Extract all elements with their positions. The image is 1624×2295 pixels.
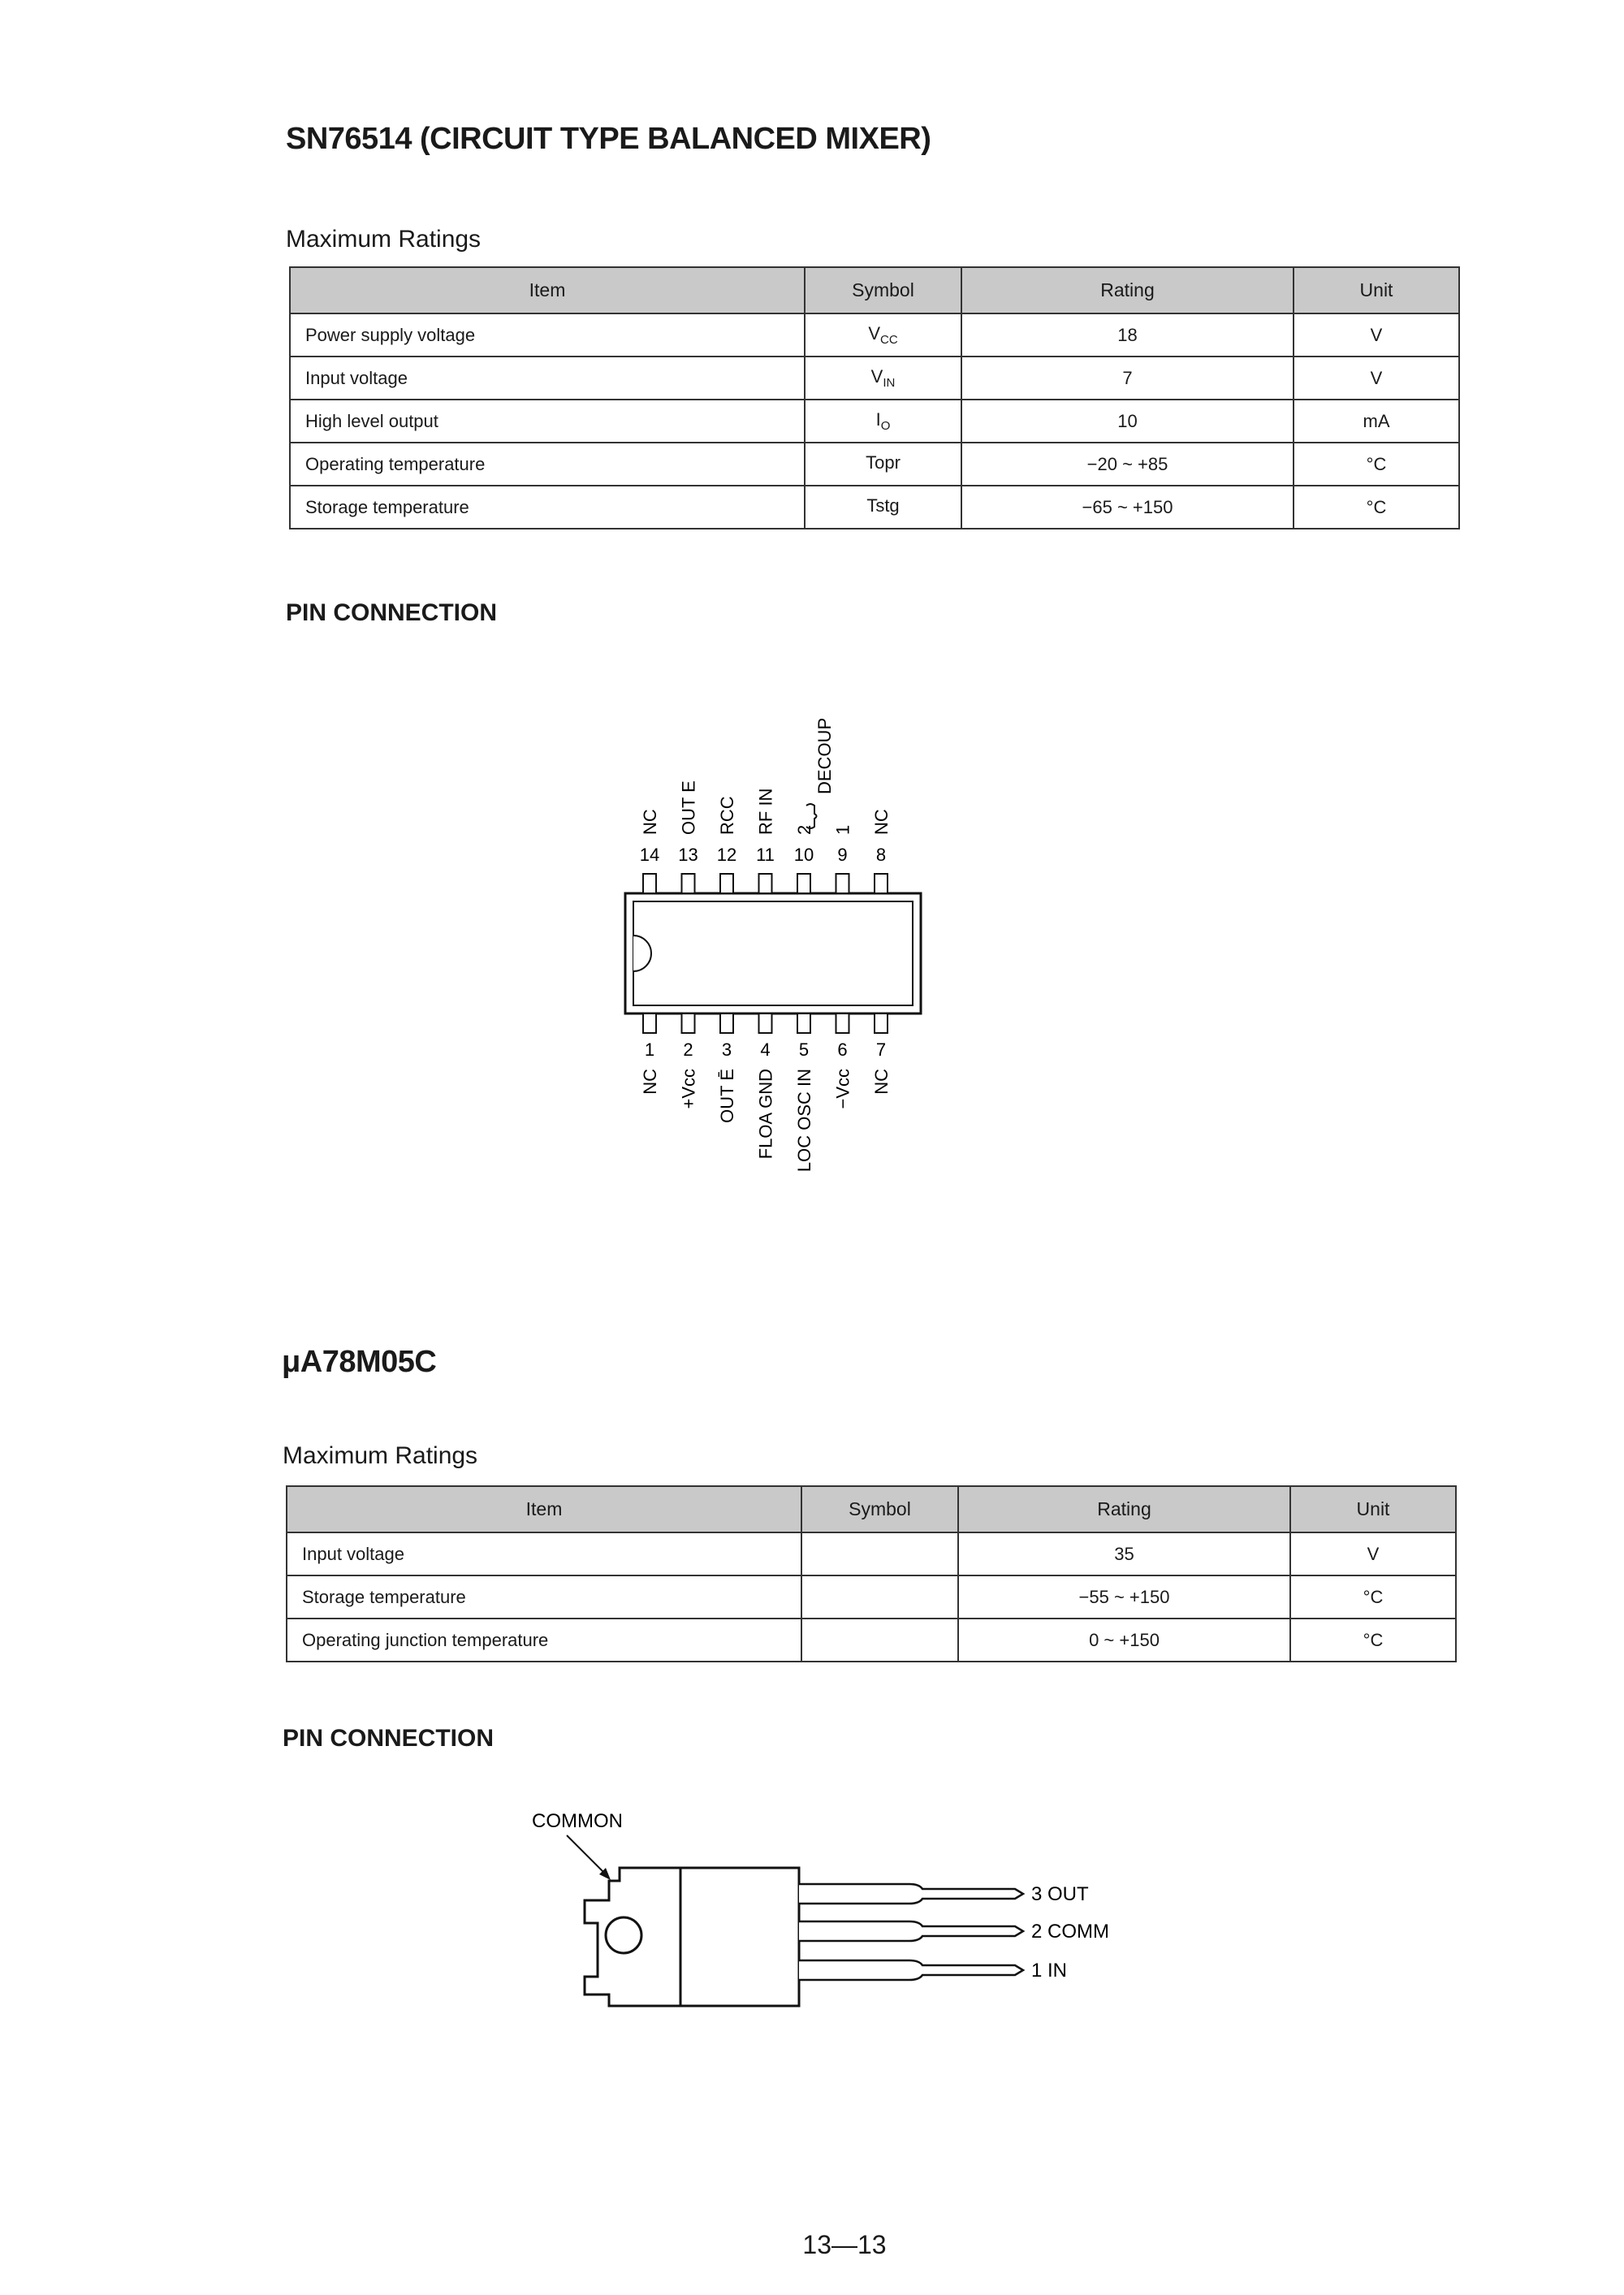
pin-1-label: 1 IN — [1031, 1960, 1068, 1982]
common-label: COMMON — [532, 1810, 623, 1832]
ic-body — [625, 893, 921, 1014]
lead-2 — [799, 1921, 1023, 1941]
item-cell: Input voltage — [290, 357, 805, 400]
symbol-cell — [801, 1532, 958, 1575]
pin-number: 6 — [837, 1039, 848, 1060]
pin-label: OUT E — [678, 780, 699, 835]
table-row — [290, 486, 1459, 529]
rating-cell: 0 ~ +150 — [958, 1619, 1290, 1662]
symbol-cell — [801, 1575, 958, 1619]
pin-number: 14 — [639, 845, 660, 865]
page-number: 13—13 — [802, 2230, 887, 2259]
pin-lead-bottom — [875, 1014, 888, 1033]
pin-lead-top — [682, 874, 695, 893]
rating-cell: 18 — [961, 313, 1294, 357]
item-cell: Storage temperature — [287, 1575, 801, 1619]
item-cell: Operating temperature — [290, 443, 805, 486]
item-cell: Operating junction temperature — [287, 1619, 801, 1662]
table-row — [290, 443, 1459, 486]
pin-2-label: 2 COMM — [1031, 1921, 1109, 1943]
pin-label: NC — [640, 1069, 660, 1095]
pin-lead-top — [643, 874, 656, 893]
pin-lead-top — [836, 874, 849, 893]
table-row — [290, 400, 1459, 443]
section1-ratings-heading: Maximum Ratings — [286, 226, 482, 253]
pin-number: 11 — [756, 845, 775, 865]
symbol-cell — [805, 400, 961, 443]
pin-label: RCC — [717, 796, 737, 835]
pin-lead-bottom — [643, 1014, 656, 1033]
col-item: Item — [287, 1486, 801, 1532]
table-row — [287, 1532, 1456, 1575]
table-row — [287, 1575, 1456, 1619]
unit-cell: V — [1294, 313, 1459, 357]
pin-lead-bottom — [759, 1014, 772, 1033]
rating-cell: −65 ~ +150 — [961, 486, 1294, 529]
symbol-sub: O — [880, 419, 891, 433]
unit-cell: mA — [1294, 400, 1459, 443]
package-body — [680, 1868, 799, 2006]
item-cell: High level output — [290, 400, 805, 443]
rating-cell: 7 — [961, 357, 1294, 400]
symbol-cell — [805, 313, 961, 357]
symbol-main: Tstg — [866, 495, 900, 516]
to220-pin-diagram — [520, 1803, 1137, 2014]
pin-lead-bottom — [836, 1014, 849, 1033]
pin-number: 8 — [875, 845, 887, 865]
symbol-cell — [805, 486, 961, 529]
unit-cell: V — [1290, 1532, 1456, 1575]
pin-label: 2 — [794, 824, 814, 835]
col-symbol: Symbol — [805, 267, 961, 313]
pin-lead-top — [797, 874, 810, 893]
table-header-row — [290, 267, 1459, 313]
unit-cell: °C — [1294, 443, 1459, 486]
section2-title: μA78M05C — [282, 1345, 437, 1379]
pin-label: LOC OSC IN — [794, 1069, 814, 1173]
table-row — [290, 313, 1459, 357]
item-cell: Storage temperature — [290, 486, 805, 529]
pin-label: NC — [871, 1069, 892, 1095]
pin-label: FLOA GND — [755, 1069, 776, 1160]
pin-lead-top — [720, 874, 733, 893]
decoup-brace-icon — [806, 804, 817, 828]
pin-label: −Vcc — [832, 1069, 853, 1109]
symbol-sub: IN — [883, 376, 896, 390]
unit-cell: °C — [1290, 1575, 1456, 1619]
symbol-cell — [801, 1619, 958, 1662]
symbol-cell — [805, 357, 961, 400]
table-header-row — [287, 1486, 1456, 1532]
pin-label: RF IN — [755, 788, 776, 835]
pin-lead-top — [759, 874, 772, 893]
unit-cell: °C — [1290, 1619, 1456, 1662]
pin-number: 12 — [716, 845, 737, 865]
rating-cell: 35 — [958, 1532, 1290, 1575]
section1-title: SN76514 (CIRCUIT TYPE BALANCED MIXER) — [286, 122, 931, 156]
pin-lead-top — [875, 874, 888, 893]
col-item: Item — [290, 267, 805, 313]
pin-number: 5 — [798, 1039, 810, 1060]
rating-cell: −55 ~ +150 — [958, 1575, 1290, 1619]
lead-3 — [799, 1884, 1023, 1904]
rating-cell: −20 ~ +85 — [961, 443, 1294, 486]
symbol-sub: CC — [880, 333, 898, 347]
pin-label: NC — [871, 809, 892, 835]
pin-number: 13 — [678, 845, 698, 865]
col-unit: Unit — [1290, 1486, 1456, 1532]
col-unit: Unit — [1294, 267, 1459, 313]
item-cell: Power supply voltage — [290, 313, 805, 357]
col-rating: Rating — [961, 267, 1294, 313]
pin-number: 9 — [837, 845, 848, 865]
decoup-label: DECOUP — [814, 717, 835, 794]
table-row — [290, 357, 1459, 400]
pin-lead-bottom — [797, 1014, 810, 1033]
unit-cell: °C — [1294, 486, 1459, 529]
pin-lead-bottom — [720, 1014, 733, 1033]
pin-number: 10 — [793, 845, 814, 865]
section2-ratings-table — [286, 1485, 1457, 1662]
pin-label: +Vcc — [678, 1069, 699, 1109]
pin-label: NC — [640, 809, 660, 835]
pin-number: 4 — [760, 1039, 771, 1060]
symbol-main: V — [868, 323, 880, 344]
unit-cell: V — [1294, 357, 1459, 400]
pin-label: OUT Ē — [717, 1069, 737, 1123]
pin-label: 1 — [832, 824, 853, 835]
pin-lead-bottom — [682, 1014, 695, 1033]
pin-3-label: 3 OUT — [1031, 1883, 1089, 1905]
item-cell: Input voltage — [287, 1532, 801, 1575]
dip14-pin-diagram — [601, 698, 958, 1202]
table-row — [287, 1619, 1456, 1662]
col-symbol: Symbol — [801, 1486, 958, 1532]
symbol-main: I — [875, 409, 881, 430]
symbol-main: V — [870, 366, 883, 387]
pin-number: 3 — [721, 1039, 732, 1060]
section1-pin-heading: PIN CONNECTION — [286, 599, 498, 626]
section2-ratings-heading: Maximum Ratings — [283, 1442, 478, 1469]
mounting-hole-icon — [606, 1917, 641, 1953]
section1-ratings-table — [289, 266, 1460, 529]
symbol-main: Topr — [866, 452, 901, 473]
lead-1 — [799, 1960, 1023, 1980]
rating-cell: 10 — [961, 400, 1294, 443]
pin-number: 2 — [683, 1039, 693, 1060]
col-rating: Rating — [958, 1486, 1290, 1532]
pin-number: 7 — [875, 1039, 887, 1060]
section2-pin-heading: PIN CONNECTION — [283, 1725, 495, 1752]
pin-number: 1 — [644, 1039, 655, 1060]
symbol-cell — [805, 443, 961, 486]
